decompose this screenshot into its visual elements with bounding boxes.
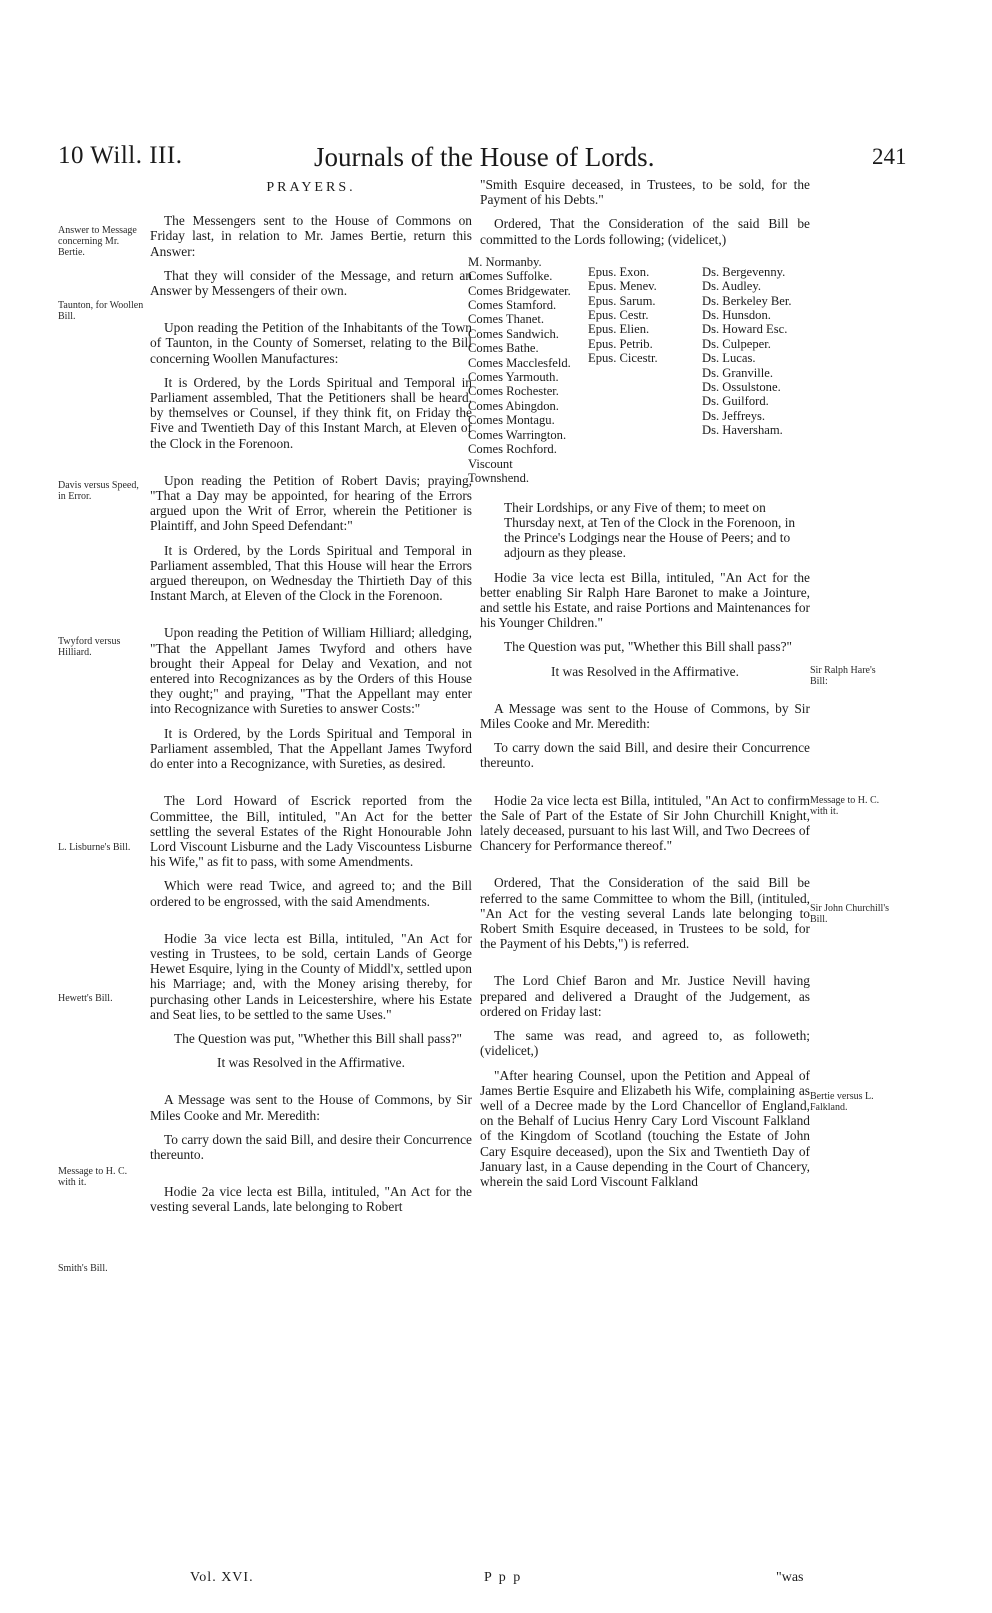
lord-entry: Ds. Audley. — [702, 279, 762, 294]
paragraph: That they will consider of the Message, and return an Answer by Messengers of their own. — [150, 267, 472, 299]
margin-note: Answer to Message concerning Mr. Bertie. — [58, 225, 137, 258]
lord-entry: Ds. Granville. — [702, 365, 773, 380]
margin-note: Taunton, for Woollen Bill. — [58, 300, 144, 322]
committee-lords-list — [468, 254, 810, 490]
lord-entry: Comes Macclesfeld. — [468, 355, 571, 370]
lord-entry: M. Normanby. — [468, 254, 542, 269]
lord-entry: Comes Rochford. — [468, 442, 557, 457]
paragraph: It is Ordered, by the Lords Spiritual and Temporal in Parliament assembled, That the Appellant James Twyford do enter into a Recognizance, with Sureties, as desired. — [150, 725, 472, 772]
signature-mark: P p p — [484, 1570, 523, 1585]
paragraph: It was Resolved in the Affirmative. — [217, 1055, 405, 1071]
page-number: 241 — [872, 144, 907, 169]
paragraph: Ordered, That the Consideration of the said Bill be referred to the same Committee to whom the Bill, (intituled, "An Act for the vesting several Lands late belonging to Robert Smith Esquire deceased, in Trustees to be sold, for the Payment of his Debts,") is referred. — [480, 875, 810, 952]
paragraph: The Question was put, "Whether this Bill shall pass?" — [174, 1030, 462, 1046]
paragraph: The Lord Howard of Escrick reported from the Committee, the Bill, intituled, "An Act for the better settling the several Estates of the Right Honourable John Lord Viscount Lisburne and the Lady Viscountess Lisburne his Wife," as fit to pass, with some Amendments. — [150, 793, 472, 870]
paragraph: "Smith Esquire deceased, in Trustees, to be sold, for the Payment of his Debts." — [480, 177, 810, 208]
lord-entry: Ds. Guilford. — [702, 394, 769, 409]
header-title: Journals of the House of Lords. — [314, 142, 655, 172]
margin-note: Sir John Churchill's Bill. — [810, 903, 890, 925]
left-column — [150, 180, 472, 1215]
margin-note: Hewett's Bill. — [58, 993, 113, 1004]
margin-note: Sir Ralph Hare's Bill: — [810, 665, 876, 687]
paragraph: The same was read, and agreed to, as followeth; (videlicet,) — [480, 1028, 810, 1059]
paragraph: The Lord Chief Baron and Mr. Justice Nevill having prepared and delivered a Draught of the Judgement, as ordered on Friday last: — [480, 973, 810, 1019]
paragraph: Hodie 2a vice lecta est Billa, intituled, "An Act for the vesting several Lands, late belonging to Robert — [150, 1184, 472, 1215]
lord-entry: Comes Stamford. — [468, 298, 557, 313]
lord-entry: Epus. Sarum. — [588, 293, 656, 308]
page-header — [0, 142, 992, 182]
paragraph: The Messengers sent to the House of Commons on Friday last, in relation to Mr. James Bertie, return this Answer: — [150, 213, 472, 259]
paragraph: It is Ordered, by the Lords Spiritual and Temporal in Parliament assembled, That this House will hear the Errors argued thereupon, on Wednesday the Thirtieth Day of this Instant March, at Eleven of the Clock in the Forenoon. — [150, 542, 472, 604]
lord-entry: Ds. Lucas. — [702, 351, 756, 366]
lord-entry: Ds. Berkeley Ber. — [702, 293, 792, 308]
lord-entry: Comes Bathe. — [468, 341, 539, 356]
prayers-heading: PRAYERS. — [266, 180, 356, 195]
lord-entry: Comes Rochester. — [468, 384, 559, 399]
paragraph: Upon reading the Petition of Robert Davis; praying, "That a Day may be appointed, for hearing of the Errors argued upon the Writ of Error, wherein the Petitioner is Plaintiff, and John Speed Defendant:" — [150, 472, 472, 534]
paragraph: To carry down the said Bill, and desire their Concurrence thereunto. — [480, 740, 810, 771]
catchword: "was — [776, 1570, 804, 1585]
lord-entry: Viscount Townshend. — [468, 456, 530, 485]
lord-entry: Comes Suffolke. — [468, 269, 553, 284]
lord-entry: Ds. Howard Esc. — [702, 322, 788, 337]
paragraph: It was Resolved in the Affirmative. — [551, 663, 739, 679]
lords-column-barons — [702, 265, 822, 438]
lords-column-bishops — [588, 265, 688, 366]
lords-column-temporal — [468, 255, 574, 486]
lord-entry: Comes Sandwich. — [468, 326, 559, 341]
paragraph: Ordered, That the Consideration of the said Bill be committed to the Lords following; (videlicet,) — [480, 216, 810, 247]
header-regnal-year: 10 Will. III. — [58, 142, 183, 169]
lord-entry: Ds. Culpeper. — [702, 336, 771, 351]
lord-entry: Comes Thanet. — [468, 312, 545, 327]
paragraph: Upon reading the Petition of the Inhabitants of the Town of Taunton, in the County of Somerset, relating to the Bill concerning Woollen Manufactures: — [150, 320, 472, 366]
lord-entry: Ds. Jeffreys. — [702, 408, 766, 423]
margin-note: L. Lisburne's Bill. — [58, 842, 131, 853]
volume-footer: Vol. XVI. — [190, 1570, 254, 1585]
lord-entry: Ds. Haversham. — [702, 423, 783, 438]
paragraph: The Question was put, "Whether this Bill shall pass?" — [504, 639, 792, 655]
paragraph: "After hearing Counsel, upon the Petition and Appeal of James Bertie Esquire and Elizabeth his Wife, complaining as well of a Decree made by the Lord Chancellor of England, on the Behalf of Lucius Henry Cary Lord Viscount Falkland of the Kingdom of Scotland (touching the Estate of John Cary Esquire deceased), upon the Six and Twentieth Day of January last, in a Cause depending in the Court of Chancery, wherein the said Lord Viscount Falkland — [480, 1067, 810, 1189]
lord-entry: Comes Warrington. — [468, 427, 567, 442]
paragraph: A Message was sent to the House of Commons, by Sir Miles Cooke and Mr. Meredith: — [150, 1092, 472, 1123]
right-column — [468, 177, 810, 1189]
margin-note: Bertie versus L. Falkland. — [810, 1091, 874, 1113]
lord-entry: Epus. Menev. — [588, 279, 657, 294]
paragraph: A Message was sent to the House of Commons, by Sir Miles Cooke and Mr. Meredith: — [480, 700, 810, 732]
paragraph: Hodie 2a vice lecta est Billa, intituled, "An Act to confirm the Sale of Part of the Estate of Sir John Churchill Knight, lately deceased, pursuant to his last Will, and Two Decrees of Chancery for Performance thereof." — [480, 792, 810, 854]
paragraph: It is Ordered, by the Lords Spiritual and Temporal in Parliament assembled, That the Petitioners shall be heard, by themselves or Counsel, if they think fit, on Friday the Five and Twentieth Day of this Instant March, at Eleven of the Clock in the Forenoon. — [150, 374, 472, 451]
lord-entry: Comes Montagu. — [468, 413, 555, 428]
margin-note: Smith's Bill. — [58, 1263, 108, 1274]
margin-note: Message to H. C. with it. — [810, 795, 880, 817]
margin-note: Twyford versus Hilliard. — [58, 636, 121, 658]
lord-entry: Comes Abingdon. — [468, 398, 559, 413]
paragraph: Hodie 3a vice lecta est Billa, intituled, "An Act for the better enabling Sir Ralph Hare Baronet to make a Jointure, and settle his Estate, and raise Portions and Maintenances for his Younger Children." — [480, 569, 810, 631]
lord-entry: Ds. Hunsdon. — [702, 308, 771, 323]
paragraph: Upon reading the Petition of William Hilliard; alledging, "That the Appellant James Twyford and others have brought their Appeal for Delay and Vexation, and not entered into Recognizances as by the Orders of this House they ought;" and praying, "That the Appellant may enter into Recognizance with Sureties to answer Costs:" — [150, 625, 472, 717]
paragraph: Which were read Twice, and agreed to; and the Bill ordered to be engrossed, with the said Amendments. — [150, 878, 472, 909]
paragraph: To carry down the said Bill, and desire their Concurrence thereunto. — [150, 1131, 472, 1162]
paragraph: Hodie 3a vice lecta est Billa, intituled, "An Act for vesting in Trustees, to be sold, certain Lands of George Hewet Esquire, lying in the County of Middl'x, settled upon his Marriage; and, with the Money arising thereby, for purchasing other Lands in Leicestershire, where his Estate and Seat lies, to be settled to the same Uses." — [150, 930, 472, 1022]
lord-entry: Comes Yarmouth. — [468, 370, 559, 385]
lord-entry: Ds. Ossulstone. — [702, 380, 781, 395]
paragraph: Their Lordships, or any Five of them; to meet on Thursday next, at Ten of the Clock in the Forenoon, in the Prince's Lodgings near the House of Peers; and to adjourn as they please. — [504, 499, 796, 561]
lord-entry: Comes Bridgewater. — [468, 283, 571, 298]
lord-entry: Epus. Elien. — [588, 322, 650, 337]
lord-entry: Epus. Exon. — [588, 264, 650, 279]
margin-note: Davis versus Speed, in Error. — [58, 480, 139, 502]
lord-entry: Ds. Bergevenny. — [702, 264, 786, 279]
lord-entry: Epus. Petrib. — [588, 336, 653, 351]
lord-entry: Epus. Cicestr. — [588, 351, 658, 366]
margin-note: Message to H. C. with it. — [58, 1166, 128, 1188]
lord-entry: Epus. Cestr. — [588, 308, 649, 323]
